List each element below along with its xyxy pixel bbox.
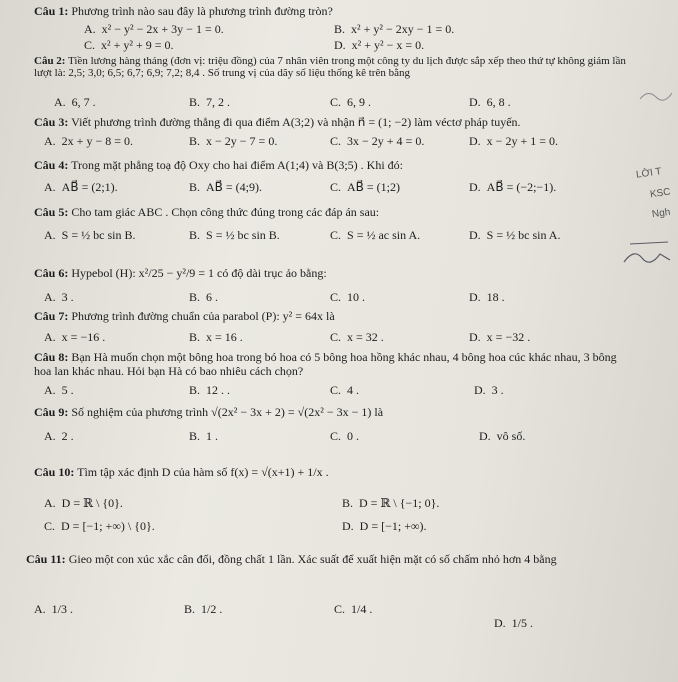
- question-label: Câu 10:: [34, 465, 75, 479]
- option-d: D. D = [−1; +∞).: [342, 519, 427, 533]
- question-10: [34, 465, 632, 479]
- option-a: A. x² − y² − 2x + 3y − 1 = 0.: [84, 22, 224, 36]
- option-d: D. S = ½ bc sin A.: [469, 228, 561, 242]
- margin-note-3: Ngh: [651, 206, 672, 221]
- option-d: D. x − 2y + 1 = 0.: [469, 134, 558, 148]
- pen-scribble-2: [638, 85, 674, 105]
- question-label: Câu 4:: [34, 158, 69, 172]
- question-3-options: [34, 134, 632, 150]
- question-label: Câu 5:: [34, 205, 69, 219]
- question-1: [34, 4, 632, 18]
- question-6-options: [34, 290, 632, 306]
- question-label: Câu 11:: [26, 552, 66, 566]
- question-2: [34, 55, 632, 79]
- option-b: B. AB⃗ = (4;9).: [189, 180, 263, 194]
- option-d: D. vô số.: [479, 429, 526, 443]
- question-7-options: [34, 330, 632, 346]
- question-text: Cho tam giác ABC . Chọn công thức đúng trong các đáp án sau:: [71, 205, 380, 219]
- option-a: A. D = ℝ \ {0}.: [44, 496, 123, 510]
- option-a: A. S = ½ bc sin B.: [44, 228, 136, 242]
- question-10-options-row-2: [34, 519, 632, 535]
- question-text: Tìm tập xác định D của hàm số f(x) = √(x+1) + 1/x .: [77, 465, 329, 479]
- question-text: Tiền lương hàng tháng (đơn vị: triệu đồng) của 7 nhân viên trong một công ty du lịch được sắp xếp theo thứ tự không giảm lần lượt là: 2,5; 3,0; 6,5; 6,7; 6,9; 7,2; 8,4 . Số trung vị của dãy số liệu thống kê trên bằng: [34, 55, 626, 79]
- question-label: Câu 3:: [34, 115, 69, 129]
- option-d: D. AB⃗ = (−2;−1).: [469, 180, 557, 194]
- margin-note-1: LỜI T: [635, 166, 663, 181]
- question-text: Bạn Hà muốn chọn một bông hoa trong bó hoa có 5 bông hoa hồng khác nhau, 4 bông hoa cúc khác nhau, 3 bông hoa lan khác nhau. Hỏi bạn Hà có bao nhiêu cách chọn?: [34, 350, 617, 378]
- question-1-options-row-1: [34, 22, 632, 38]
- question-4-options: [34, 180, 632, 196]
- question-5-options: [34, 228, 632, 244]
- option-c: C. S = ½ ac sin A.: [330, 228, 421, 242]
- option-a: A. 6, 7 .: [54, 95, 96, 109]
- option-c: C. x² + y² + 9 = 0.: [84, 38, 174, 52]
- option-c: C. 6, 9 .: [330, 95, 372, 109]
- question-6: [34, 266, 632, 280]
- question-text: Phương trình nào sau đây là phương trình đường tròn?: [71, 4, 333, 18]
- option-b: B. S = ½ bc sin B.: [189, 228, 280, 242]
- option-a: A. 2x + y − 8 = 0.: [44, 134, 133, 148]
- question-8: [34, 350, 632, 378]
- option-d: D. 18 .: [469, 290, 505, 304]
- option-a: A. 5 .: [44, 383, 74, 397]
- option-a: A. 1/3 .: [34, 602, 74, 616]
- option-b: B. x = 16 .: [189, 330, 243, 344]
- option-c: C. 3x − 2y + 4 = 0.: [330, 134, 425, 148]
- question-text: Gieo một con xúc xắc cân đối, đồng chất 1 lần. Xác suất để xuất hiện mặt có số chấm nhỏ hơn 4 bằng: [68, 552, 557, 566]
- option-b: B. 6 .: [189, 290, 219, 304]
- question-label: Câu 8:: [34, 350, 69, 364]
- question-8-options: [34, 383, 632, 399]
- question-5: [34, 205, 632, 219]
- question-4: [34, 158, 632, 172]
- option-d: D. 1/5 .: [494, 616, 534, 630]
- question-text: Hypebol (H): x²/25 − y²/9 = 1 có độ dài trục ảo bằng:: [71, 266, 327, 280]
- option-a: A. 3 .: [44, 290, 74, 304]
- option-d: D. 3 .: [474, 383, 504, 397]
- option-a: A. 2 .: [44, 429, 74, 443]
- question-label: Câu 9:: [34, 405, 69, 419]
- option-c: C. x = 32 .: [330, 330, 384, 344]
- option-b: B. 12 . .: [189, 383, 231, 397]
- margin-note-2: KSC: [649, 186, 672, 201]
- option-d: D. x² + y² − x = 0.: [334, 38, 425, 52]
- option-b: B. 7, 2 .: [189, 95, 231, 109]
- option-a: A. x = −16 .: [44, 330, 106, 344]
- option-b: B. x − 2y − 7 = 0.: [189, 134, 278, 148]
- question-text: Viết phương trình đường thẳng đi qua điểm A(3;2) và nhận n⃗ = (1; −2) làm véctơ pháp tuyến.: [71, 115, 521, 129]
- question-9-options: [34, 429, 632, 445]
- question-label: Câu 6:: [34, 266, 69, 280]
- option-c: C. 4 .: [330, 383, 360, 397]
- question-1-options-row-2: [34, 38, 632, 54]
- question-9: [34, 405, 632, 419]
- question-label: Câu 1:: [34, 4, 69, 18]
- question-11-options: [34, 602, 632, 630]
- question-label: Câu 7:: [34, 309, 69, 323]
- option-b: B. x² + y² − 2xy − 1 = 0.: [334, 22, 455, 36]
- option-d: D. x = −32 .: [469, 330, 531, 344]
- pen-scribble: [620, 240, 675, 270]
- option-d: D. 6, 8 .: [469, 95, 511, 109]
- option-c: C. D = [−1; +∞) \ {0}.: [44, 519, 155, 533]
- option-c: C. 0 .: [330, 429, 360, 443]
- option-b: B. 1 .: [189, 429, 219, 443]
- question-text: Số nghiệm của phương trình √(2x² − 3x + 2) = √(2x² − 3x − 1) là: [71, 405, 384, 419]
- option-c: C. AB⃗ = (1;2): [330, 180, 401, 194]
- question-10-options-row-1: [34, 496, 632, 512]
- question-text: Phương trình đường chuẩn của parabol (P): y² = 64x là: [71, 309, 335, 323]
- question-3: [34, 115, 632, 129]
- question-11: [26, 552, 632, 566]
- question-text: Trong mặt phẳng toạ độ Oxy cho hai điểm A(1;4) và B(3;5) . Khi đó:: [71, 158, 403, 172]
- option-a: A. AB⃗ = (2;1).: [44, 180, 118, 194]
- option-b: B. D = ℝ \ {−1; 0}.: [342, 496, 440, 510]
- option-c: C. 10 .: [330, 290, 366, 304]
- question-label: Câu 2:: [34, 55, 66, 67]
- option-c: C. 1/4 .: [334, 602, 373, 616]
- question-7: [34, 309, 632, 323]
- option-b: B. 1/2 .: [184, 602, 223, 616]
- question-2-options: [34, 95, 632, 111]
